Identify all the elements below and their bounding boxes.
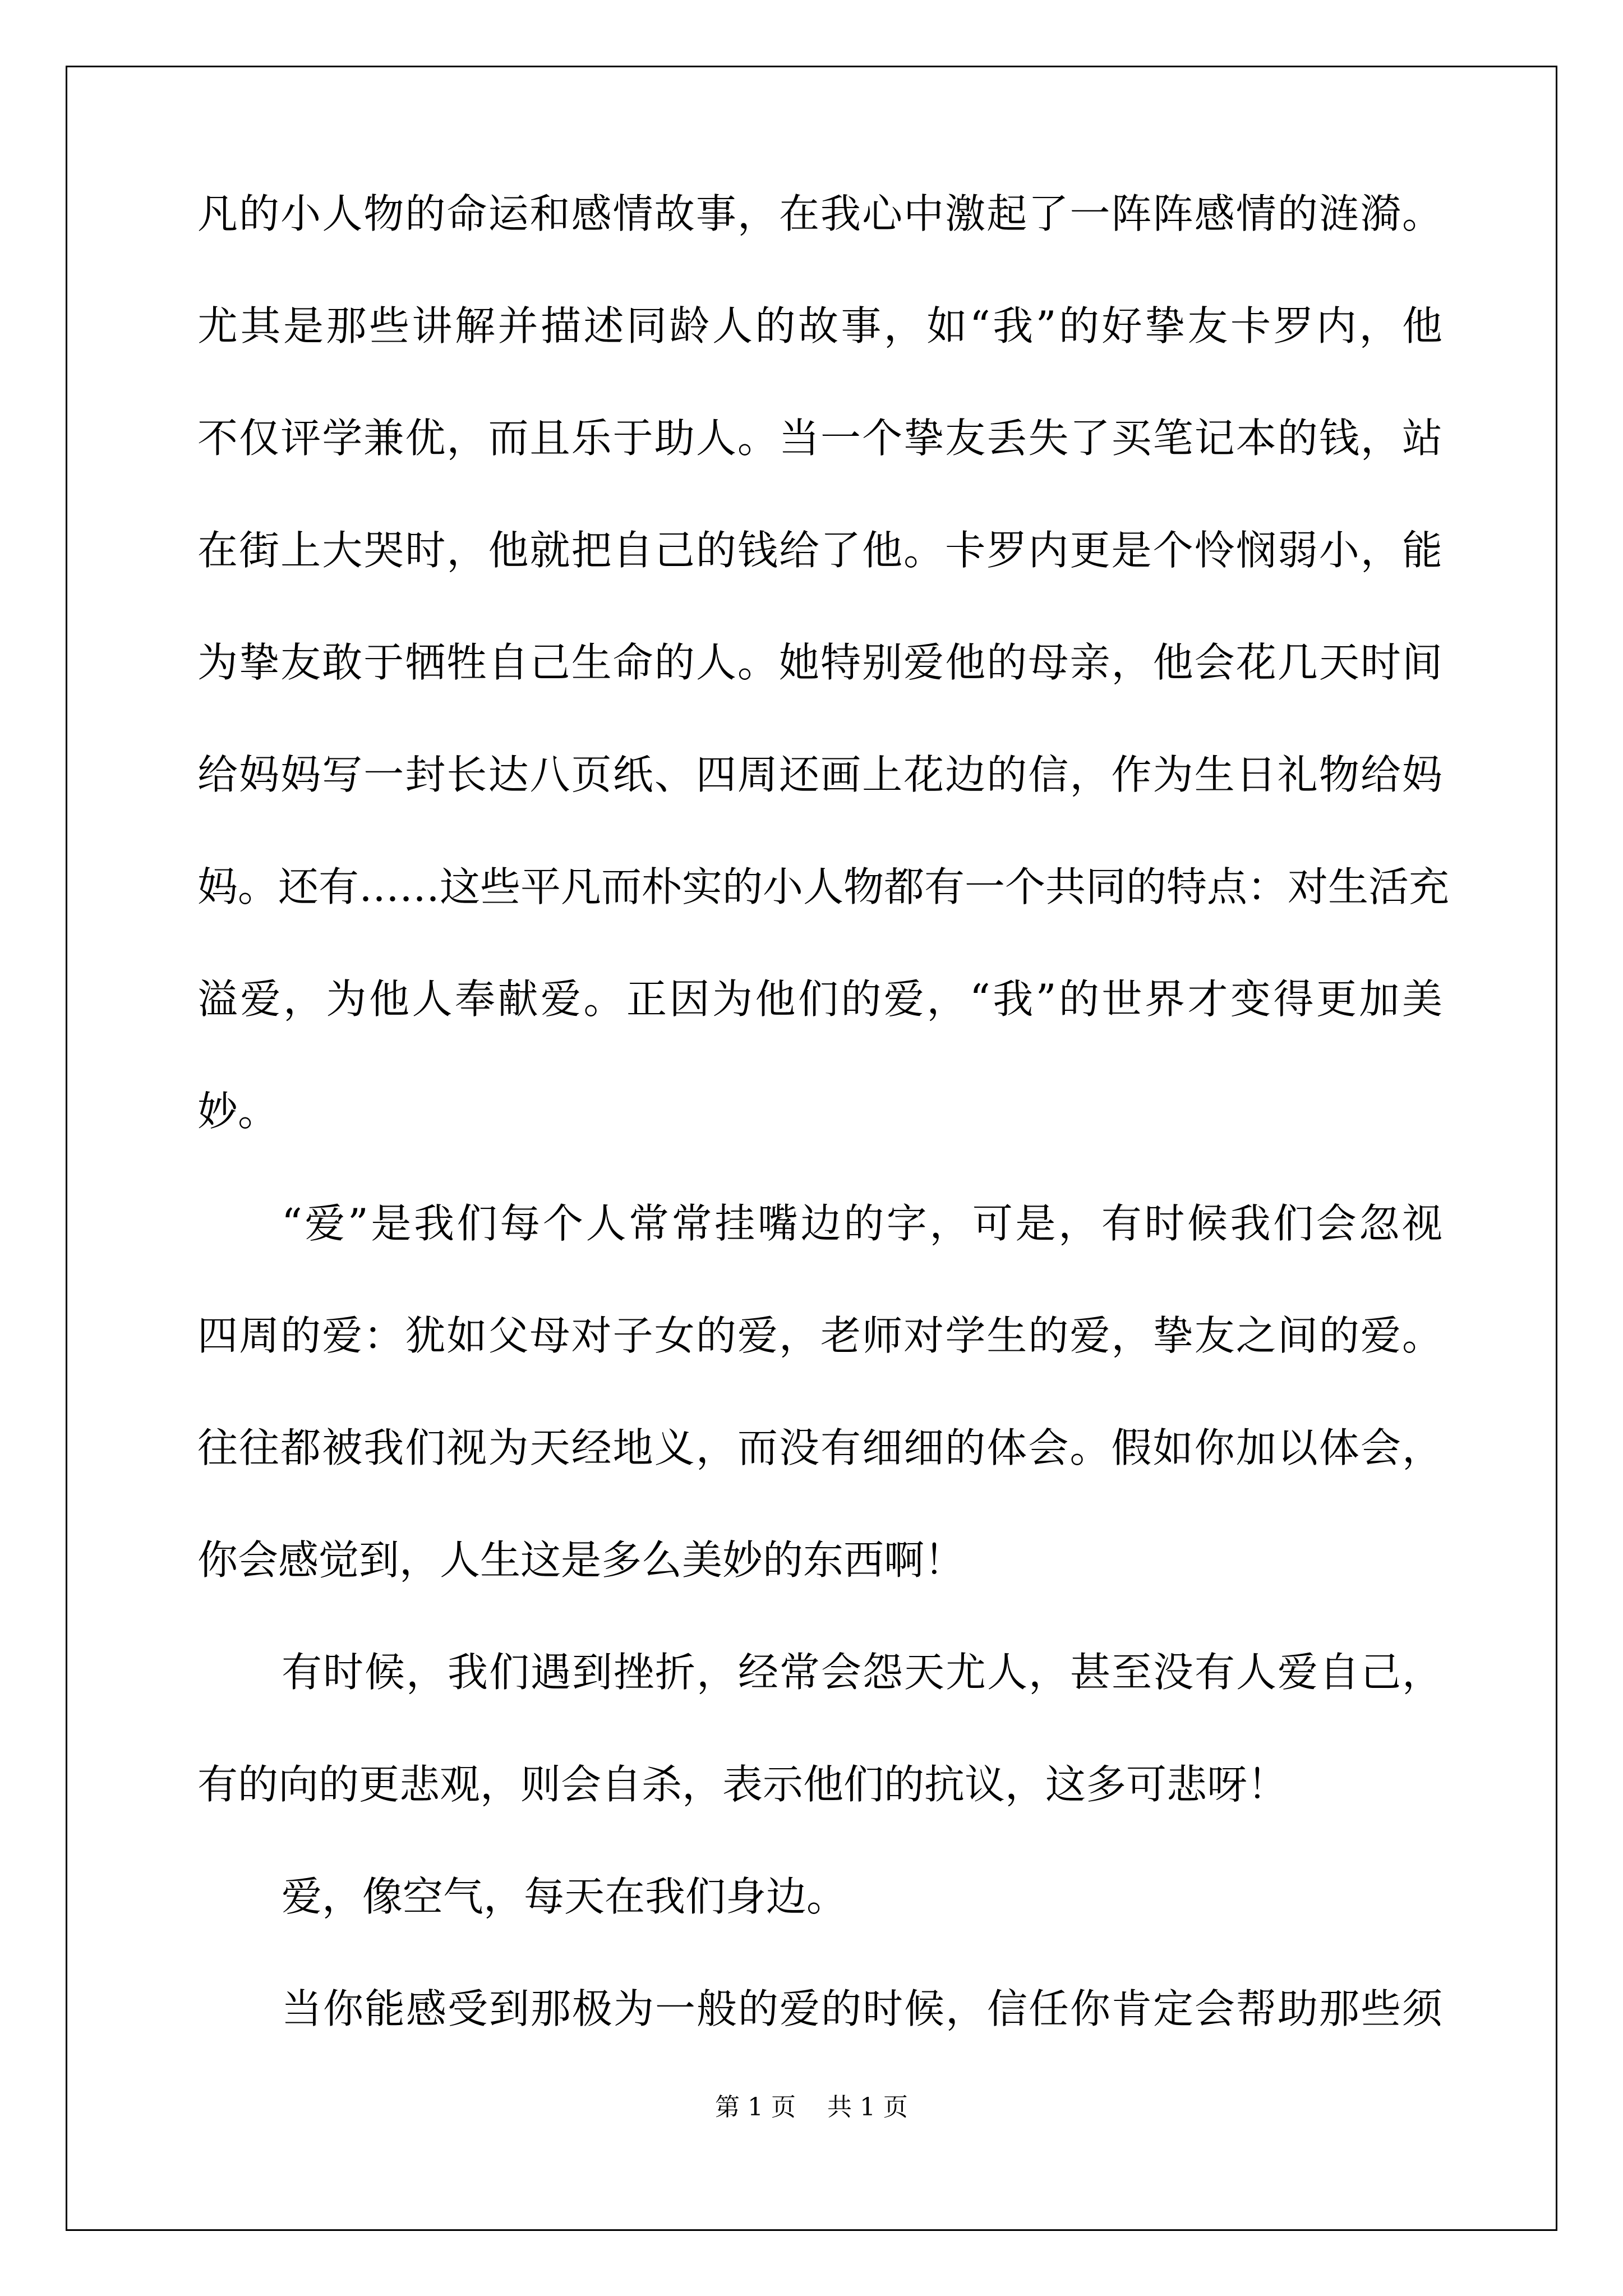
paragraph-start-line: “爱”是我们每个人常常挂嘴边的字，可是，有时候我们会忽视 [282, 1200, 1442, 1247]
text-line: 在街上大哭时，他就把自己的钱给了他。卡罗内更是个怜悯弱小，能 [197, 527, 1442, 574]
paragraph-start-line: 有时候，我们遇到挫折，经常会怨天尤人，甚至没有人爱自己， [282, 1649, 1442, 1696]
text-line: 往往都被我们视为天经地义，而没有细细的体会。假如你加以体会， [197, 1424, 1442, 1471]
text-line: 有的向的更悲观，则会自杀，表示他们的抗议，这多可悲呀！ [197, 1761, 1288, 1808]
text-line: 妈。还有……这些平凡而朴实的小人物都有一个共同的特点：对生活充 [197, 863, 1450, 910]
text-line: 四周的爱：犹如父母对子女的爱，老师对学生的爱，挚友之间的爱。 [197, 1312, 1442, 1359]
text-line: 溢爱，为他人奉献爱。正因为他们的爱，“我”的世界才变得更加美 [197, 976, 1442, 1023]
text-line: 尤其是那些讲解并描述同龄人的故事，如“我”的好挚友卡罗内，他 [197, 302, 1442, 349]
paragraph-start-line: 爱，像空气，每天在我们身边。 [282, 1873, 847, 1920]
page-number-footer: 第 1 页 共 1 页 [715, 2093, 908, 2122]
text-line: 妙。 [197, 1088, 279, 1135]
text-line: 不仅评学兼优，而且乐于助人。当一个挚友丢失了买笔记本的钱，站 [197, 415, 1442, 462]
text-line: 你会感觉到，人生这是多么美妙的东西啊！ [197, 1536, 965, 1584]
text-line: 给妈妈写一封长达八页纸、四周还画上花边的信，作为生日礼物给妈 [197, 751, 1442, 798]
paragraph-start-line: 当你能感受到那极为一般的爱的时候，信任你肯定会帮助那些须 [282, 1985, 1442, 2032]
text-line: 为挚友敢于牺牲自己生命的人。她特别爱他的母亲，他会花几天时间 [197, 639, 1442, 686]
text-line: 凡的小人物的命运和感情故事，在我心中激起了一阵阵感情的涟漪。 [197, 190, 1442, 237]
